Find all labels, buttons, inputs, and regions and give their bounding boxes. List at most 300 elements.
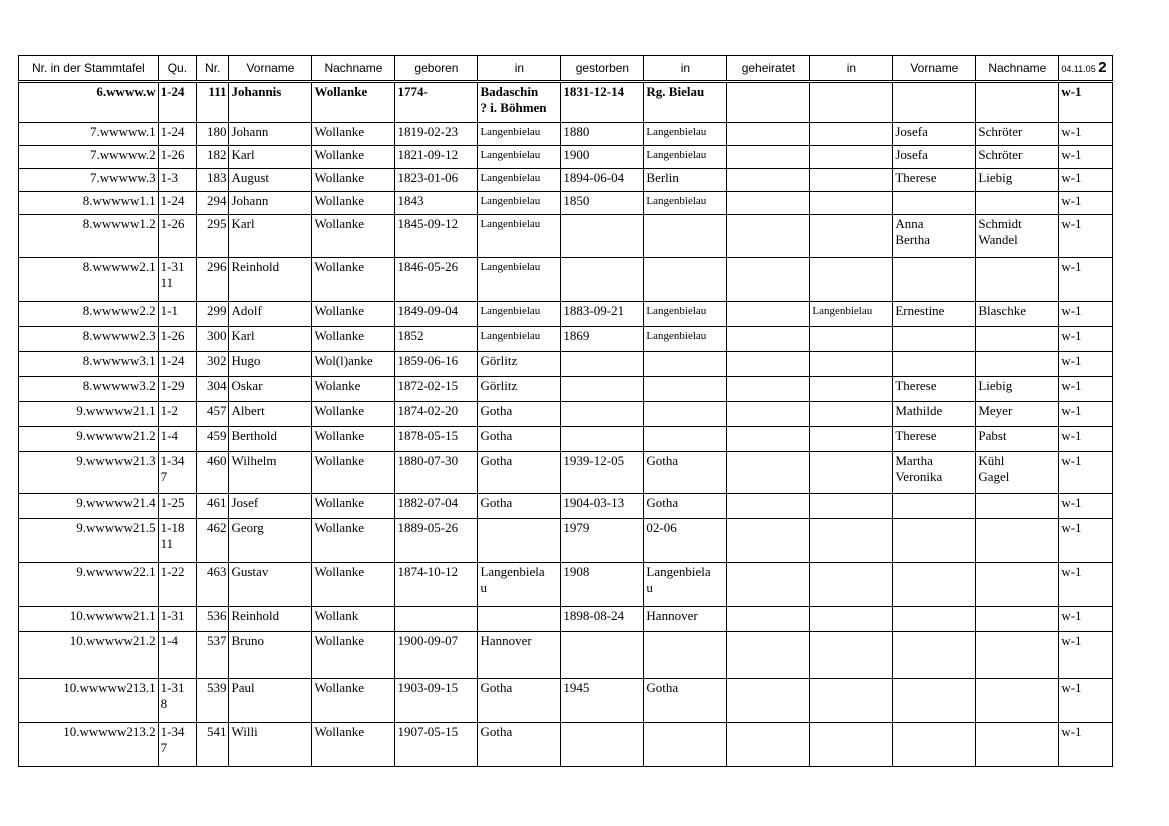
cell-stammtafel-nr: 7.wwwww.2: [19, 146, 159, 169]
cell-nachname: Wollanke: [312, 519, 395, 563]
cell-nr: 457: [197, 402, 229, 427]
cell-geboren: 1874-02-20: [395, 402, 478, 427]
cell-sterbeort: Langenbielau: [644, 123, 727, 146]
cell-heiratsort: [810, 146, 893, 169]
cell-ehepartner-nachname: Schmidt Wandel: [976, 215, 1059, 258]
cell-nachname: Wolanke: [312, 377, 395, 402]
genealogy-table: [18, 55, 1113, 767]
cell-vorname: Wilhelm: [229, 452, 312, 494]
cell-quelle: 1-24: [158, 82, 196, 123]
cell-nr: 111: [197, 82, 229, 123]
cell-ehepartner-vorname: [893, 632, 976, 679]
cell-geburtsort: Görlitz: [478, 377, 561, 402]
cell-code: w-1: [1059, 327, 1113, 352]
cell-sterbeort: Gotha: [644, 494, 727, 519]
cell-heiratsort: [810, 82, 893, 123]
cell-quelle: 1-4: [158, 632, 196, 679]
cell-nachname: Wollanke: [312, 82, 395, 123]
cell-geburtsort: Gotha: [478, 427, 561, 452]
cell-geburtsort: Langenbielau: [478, 146, 561, 169]
cell-sterbeort: [644, 723, 727, 767]
cell-quelle: 1-1: [158, 302, 196, 327]
cell-code: w-1: [1059, 215, 1113, 258]
cell-vorname: Berthold: [229, 427, 312, 452]
cell-sterbeort: [644, 352, 727, 377]
col-header-geheiratet: geheiratet: [727, 56, 810, 82]
cell-sterbeort: Hannover: [644, 607, 727, 632]
cell-geburtsort: Hannover: [478, 632, 561, 679]
cell-ehepartner-vorname: [893, 563, 976, 607]
cell-ehepartner-nachname: [976, 327, 1059, 352]
cell-quelle: 1-26: [158, 327, 196, 352]
table-row: [19, 192, 1113, 215]
cell-gestorben: 1904-03-13: [561, 494, 644, 519]
cell-ehepartner-vorname: Martha Veronika: [893, 452, 976, 494]
table-row: [19, 169, 1113, 192]
cell-nr: 462: [197, 519, 229, 563]
cell-heiratsort: [810, 402, 893, 427]
cell-geheiratet: [727, 123, 810, 146]
table-row: [19, 302, 1113, 327]
cell-geburtsort: Langenbiela u: [478, 563, 561, 607]
print-date: 04.11.05: [1061, 63, 1096, 74]
cell-geboren: 1907-05-15: [395, 723, 478, 767]
cell-nr: 459: [197, 427, 229, 452]
cell-geheiratet: [727, 402, 810, 427]
cell-ehepartner-nachname: [976, 607, 1059, 632]
cell-nachname: Wollanke: [312, 215, 395, 258]
cell-heiratsort: [810, 327, 893, 352]
cell-heiratsort: [810, 723, 893, 767]
cell-vorname: Karl: [229, 146, 312, 169]
cell-geboren: 1819-02-23: [395, 123, 478, 146]
cell-code: w-1: [1059, 82, 1113, 123]
cell-nr: 541: [197, 723, 229, 767]
cell-heiratsort: [810, 169, 893, 192]
cell-nr: 182: [197, 146, 229, 169]
cell-ehepartner-nachname: [976, 723, 1059, 767]
cell-geboren: 1874-10-12: [395, 563, 478, 607]
cell-nachname: Wollanke: [312, 123, 395, 146]
cell-vorname: Reinhold: [229, 258, 312, 302]
cell-nachname: Wollanke: [312, 258, 395, 302]
cell-ehepartner-vorname: [893, 723, 976, 767]
cell-stammtafel-nr: 8.wwwww1.1: [19, 192, 159, 215]
cell-geburtsort: Langenbielau: [478, 327, 561, 352]
cell-geburtsort: Langenbielau: [478, 169, 561, 192]
cell-heiratsort: [810, 123, 893, 146]
col-header-ehepartner-nachname: Nachname: [976, 56, 1059, 82]
cell-code: w-1: [1059, 352, 1113, 377]
cell-gestorben: [561, 377, 644, 402]
cell-nachname: Wollanke: [312, 402, 395, 427]
cell-sterbeort: Berlin: [644, 169, 727, 192]
cell-geheiratet: [727, 169, 810, 192]
col-header-nachname: Nachname: [312, 56, 395, 82]
cell-heiratsort: [810, 215, 893, 258]
cell-nr: 296: [197, 258, 229, 302]
cell-gestorben: [561, 352, 644, 377]
cell-vorname: Johann: [229, 192, 312, 215]
cell-code: w-1: [1059, 452, 1113, 494]
cell-quelle: 1-31: [158, 607, 196, 632]
cell-ehepartner-nachname: [976, 679, 1059, 723]
cell-heiratsort: [810, 632, 893, 679]
cell-gestorben: 1908: [561, 563, 644, 607]
cell-heiratsort: [810, 352, 893, 377]
cell-nachname: Wollanke: [312, 169, 395, 192]
cell-geheiratet: [727, 494, 810, 519]
table-row: [19, 679, 1113, 723]
cell-vorname: Bruno: [229, 632, 312, 679]
cell-ehepartner-vorname: [893, 494, 976, 519]
cell-ehepartner-nachname: Liebig: [976, 169, 1059, 192]
cell-geboren: 1774-: [395, 82, 478, 123]
cell-sterbeort: Gotha: [644, 679, 727, 723]
cell-heiratsort: [810, 563, 893, 607]
cell-geboren: 1903-09-15: [395, 679, 478, 723]
cell-ehepartner-vorname: [893, 82, 976, 123]
cell-geburtsort: Gotha: [478, 679, 561, 723]
document-page: [18, 55, 1113, 767]
cell-nachname: Wollanke: [312, 563, 395, 607]
cell-nr: 536: [197, 607, 229, 632]
cell-ehepartner-nachname: Liebig: [976, 377, 1059, 402]
col-header-quelle: Qu.: [158, 56, 196, 82]
col-header-gestorben: gestorben: [561, 56, 644, 82]
cell-geheiratet: [727, 452, 810, 494]
table-row: [19, 123, 1113, 146]
cell-heiratsort: [810, 377, 893, 402]
table-row: [19, 82, 1113, 123]
cell-sterbeort: Rg. Bielau: [644, 82, 727, 123]
cell-nr: 463: [197, 563, 229, 607]
table-row: [19, 632, 1113, 679]
cell-heiratsort: [810, 494, 893, 519]
cell-gestorben: 1883-09-21: [561, 302, 644, 327]
cell-vorname: Johannis: [229, 82, 312, 123]
cell-ehepartner-nachname: [976, 82, 1059, 123]
cell-geburtsort: Gotha: [478, 494, 561, 519]
cell-geheiratet: [727, 427, 810, 452]
table-row: [19, 377, 1113, 402]
cell-ehepartner-vorname: [893, 258, 976, 302]
cell-ehepartner-vorname: Mathilde: [893, 402, 976, 427]
cell-stammtafel-nr: 7.wwwww.1: [19, 123, 159, 146]
cell-code: w-1: [1059, 402, 1113, 427]
cell-ehepartner-nachname: [976, 258, 1059, 302]
cell-gestorben: [561, 402, 644, 427]
cell-geheiratet: [727, 723, 810, 767]
header-row: [19, 56, 1113, 82]
cell-geburtsort: Langenbielau: [478, 302, 561, 327]
cell-vorname: Reinhold: [229, 607, 312, 632]
cell-ehepartner-nachname: Schröter: [976, 123, 1059, 146]
cell-geboren: 1823-01-06: [395, 169, 478, 192]
cell-stammtafel-nr: 9.wwwww21.3: [19, 452, 159, 494]
cell-quelle: 1-4: [158, 427, 196, 452]
cell-stammtafel-nr: 8.wwwww3.1: [19, 352, 159, 377]
cell-stammtafel-nr: 8.wwwww1.2: [19, 215, 159, 258]
cell-heiratsort: [810, 679, 893, 723]
cell-quelle: 1-26: [158, 215, 196, 258]
cell-code: w-1: [1059, 169, 1113, 192]
cell-vorname: Georg: [229, 519, 312, 563]
cell-ehepartner-vorname: [893, 327, 976, 352]
table-row: [19, 452, 1113, 494]
cell-stammtafel-nr: 9.wwwww21.5: [19, 519, 159, 563]
cell-stammtafel-nr: 8.wwwww2.1: [19, 258, 159, 302]
cell-quelle: 1-18 11: [158, 519, 196, 563]
cell-gestorben: [561, 258, 644, 302]
cell-geboren: 1882-07-04: [395, 494, 478, 519]
cell-geboren: 1843: [395, 192, 478, 215]
cell-geboren: 1900-09-07: [395, 632, 478, 679]
cell-sterbeort: [644, 377, 727, 402]
cell-sterbeort: Langenbiela u: [644, 563, 727, 607]
cell-gestorben: 1869: [561, 327, 644, 352]
cell-geboren: 1846-05-26: [395, 258, 478, 302]
cell-nr: 183: [197, 169, 229, 192]
cell-sterbeort: [644, 427, 727, 452]
cell-geburtsort: Langenbielau: [478, 258, 561, 302]
cell-code: w-1: [1059, 427, 1113, 452]
cell-heiratsort: [810, 427, 893, 452]
cell-quelle: 1-24: [158, 123, 196, 146]
table-row: [19, 494, 1113, 519]
cell-stammtafel-nr: 8.wwwww3.2: [19, 377, 159, 402]
cell-geboren: 1849-09-04: [395, 302, 478, 327]
cell-vorname: Karl: [229, 327, 312, 352]
cell-ehepartner-nachname: [976, 563, 1059, 607]
table-row: [19, 146, 1113, 169]
cell-geburtsort: Gotha: [478, 723, 561, 767]
cell-vorname: Paul: [229, 679, 312, 723]
col-header-heiratsort: in: [810, 56, 893, 82]
table-row: [19, 563, 1113, 607]
cell-ehepartner-nachname: [976, 632, 1059, 679]
cell-code: w-1: [1059, 123, 1113, 146]
cell-geheiratet: [727, 563, 810, 607]
cell-geheiratet: [727, 192, 810, 215]
table-row: [19, 519, 1113, 563]
cell-quelle: 1-3: [158, 169, 196, 192]
cell-ehepartner-nachname: [976, 519, 1059, 563]
cell-stammtafel-nr: 6.wwww.w: [19, 82, 159, 123]
cell-gestorben: 1880: [561, 123, 644, 146]
cell-nr: 537: [197, 632, 229, 679]
cell-quelle: 1-2: [158, 402, 196, 427]
cell-nachname: Wollank: [312, 607, 395, 632]
cell-geheiratet: [727, 607, 810, 632]
cell-code: w-1: [1059, 607, 1113, 632]
cell-quelle: 1-29: [158, 377, 196, 402]
cell-nr: 300: [197, 327, 229, 352]
cell-quelle: 1-24: [158, 352, 196, 377]
cell-ehepartner-nachname: Meyer: [976, 402, 1059, 427]
cell-ehepartner-nachname: Pabst: [976, 427, 1059, 452]
cell-geheiratet: [727, 146, 810, 169]
table-row: [19, 402, 1113, 427]
cell-geboren: 1878-05-15: [395, 427, 478, 452]
cell-geheiratet: [727, 632, 810, 679]
cell-ehepartner-vorname: [893, 352, 976, 377]
cell-geburtsort: Langenbielau: [478, 192, 561, 215]
cell-code: w-1: [1059, 494, 1113, 519]
col-header-nr: Nr.: [197, 56, 229, 82]
cell-gestorben: 1945: [561, 679, 644, 723]
cell-nr: 295: [197, 215, 229, 258]
cell-vorname: Josef: [229, 494, 312, 519]
cell-geheiratet: [727, 679, 810, 723]
cell-sterbeort: 02-06: [644, 519, 727, 563]
cell-ehepartner-nachname: Kühl Gagel: [976, 452, 1059, 494]
table-body: [19, 82, 1113, 767]
cell-vorname: Oskar: [229, 377, 312, 402]
cell-gestorben: 1898-08-24: [561, 607, 644, 632]
cell-geboren: 1889-05-26: [395, 519, 478, 563]
cell-ehepartner-vorname: Josefa: [893, 146, 976, 169]
cell-nachname: Wollanke: [312, 327, 395, 352]
cell-gestorben: 1831-12-14: [561, 82, 644, 123]
cell-geburtsort: Gotha: [478, 452, 561, 494]
cell-geboren: [395, 607, 478, 632]
cell-sterbeort: [644, 632, 727, 679]
cell-sterbeort: [644, 258, 727, 302]
cell-nr: 460: [197, 452, 229, 494]
cell-vorname: Karl: [229, 215, 312, 258]
cell-ehepartner-vorname: [893, 519, 976, 563]
cell-vorname: Gustav: [229, 563, 312, 607]
cell-stammtafel-nr: 9.wwwww21.2: [19, 427, 159, 452]
table-row: [19, 215, 1113, 258]
cell-quelle: 1-31 8: [158, 679, 196, 723]
cell-quelle: 1-31 11: [158, 258, 196, 302]
cell-quelle: 1-34 7: [158, 723, 196, 767]
cell-ehepartner-vorname: [893, 679, 976, 723]
cell-heiratsort: [810, 258, 893, 302]
cell-gestorben: 1979: [561, 519, 644, 563]
table-row: [19, 327, 1113, 352]
cell-nachname: Wollanke: [312, 632, 395, 679]
cell-gestorben: 1939-12-05: [561, 452, 644, 494]
cell-vorname: Willi: [229, 723, 312, 767]
table-row: [19, 723, 1113, 767]
cell-quelle: 1-34 7: [158, 452, 196, 494]
cell-quelle: 1-25: [158, 494, 196, 519]
cell-ehepartner-vorname: Josefa: [893, 123, 976, 146]
cell-nr: 461: [197, 494, 229, 519]
cell-stammtafel-nr: 9.wwwww21.1: [19, 402, 159, 427]
col-header-stammtafel: Nr. in der Stammtafel: [19, 56, 159, 82]
cell-nr: 294: [197, 192, 229, 215]
cell-heiratsort: Langenbielau: [810, 302, 893, 327]
cell-geheiratet: [727, 352, 810, 377]
cell-gestorben: [561, 427, 644, 452]
cell-code: w-1: [1059, 192, 1113, 215]
cell-ehepartner-vorname: Therese: [893, 169, 976, 192]
cell-code: w-1: [1059, 377, 1113, 402]
cell-stammtafel-nr: 8.wwwww2.2: [19, 302, 159, 327]
cell-nachname: Wollanke: [312, 452, 395, 494]
table-row: [19, 352, 1113, 377]
cell-geburtsort: [478, 607, 561, 632]
cell-geboren: 1872-02-15: [395, 377, 478, 402]
cell-geboren: 1859-06-16: [395, 352, 478, 377]
cell-heiratsort: [810, 192, 893, 215]
cell-vorname: August: [229, 169, 312, 192]
cell-code: w-1: [1059, 302, 1113, 327]
cell-quelle: 1-26: [158, 146, 196, 169]
col-header-geburtsort: in: [478, 56, 561, 82]
cell-nr: 539: [197, 679, 229, 723]
cell-geboren: 1852: [395, 327, 478, 352]
cell-nr: 180: [197, 123, 229, 146]
cell-geheiratet: [727, 377, 810, 402]
cell-ehepartner-nachname: Blaschke: [976, 302, 1059, 327]
cell-sterbeort: [644, 402, 727, 427]
page-date-header: [1059, 56, 1113, 82]
cell-nachname: Wol(l)anke: [312, 352, 395, 377]
cell-geheiratet: [727, 82, 810, 123]
cell-geboren: 1821-09-12: [395, 146, 478, 169]
cell-gestorben: 1894-06-04: [561, 169, 644, 192]
cell-heiratsort: [810, 607, 893, 632]
cell-nachname: Wollanke: [312, 494, 395, 519]
cell-code: w-1: [1059, 563, 1113, 607]
cell-nachname: Wollanke: [312, 723, 395, 767]
cell-code: w-1: [1059, 632, 1113, 679]
cell-stammtafel-nr: 10.wwwww213.1: [19, 679, 159, 723]
cell-ehepartner-nachname: [976, 192, 1059, 215]
table-row: [19, 258, 1113, 302]
cell-geboren: 1845-09-12: [395, 215, 478, 258]
col-header-vorname: Vorname: [229, 56, 312, 82]
cell-gestorben: [561, 632, 644, 679]
cell-vorname: Johann: [229, 123, 312, 146]
cell-ehepartner-vorname: Therese: [893, 377, 976, 402]
cell-sterbeort: Gotha: [644, 452, 727, 494]
cell-ehepartner-nachname: Schröter: [976, 146, 1059, 169]
cell-sterbeort: Langenbielau: [644, 192, 727, 215]
cell-stammtafel-nr: 8.wwwww2.3: [19, 327, 159, 352]
cell-heiratsort: [810, 519, 893, 563]
cell-ehepartner-vorname: [893, 192, 976, 215]
cell-geburtsort: Langenbielau: [478, 215, 561, 258]
cell-stammtafel-nr: 10.wwwww21.1: [19, 607, 159, 632]
cell-stammtafel-nr: 10.wwwww213.2: [19, 723, 159, 767]
cell-ehepartner-vorname: Therese: [893, 427, 976, 452]
cell-ehepartner-vorname: [893, 607, 976, 632]
cell-nr: 299: [197, 302, 229, 327]
cell-vorname: Hugo: [229, 352, 312, 377]
cell-code: w-1: [1059, 679, 1113, 723]
cell-ehepartner-nachname: [976, 494, 1059, 519]
cell-nr: 302: [197, 352, 229, 377]
cell-geheiratet: [727, 519, 810, 563]
cell-geburtsort: Badaschin ? i. Böhmen: [478, 82, 561, 123]
cell-sterbeort: [644, 215, 727, 258]
cell-nachname: Wollanke: [312, 146, 395, 169]
table-row: [19, 427, 1113, 452]
cell-quelle: 1-22: [158, 563, 196, 607]
cell-geheiratet: [727, 302, 810, 327]
cell-stammtafel-nr: 9.wwwww22.1: [19, 563, 159, 607]
cell-stammtafel-nr: 10.wwwww21.2: [19, 632, 159, 679]
cell-gestorben: 1900: [561, 146, 644, 169]
cell-geburtsort: Gotha: [478, 402, 561, 427]
cell-geburtsort: [478, 519, 561, 563]
